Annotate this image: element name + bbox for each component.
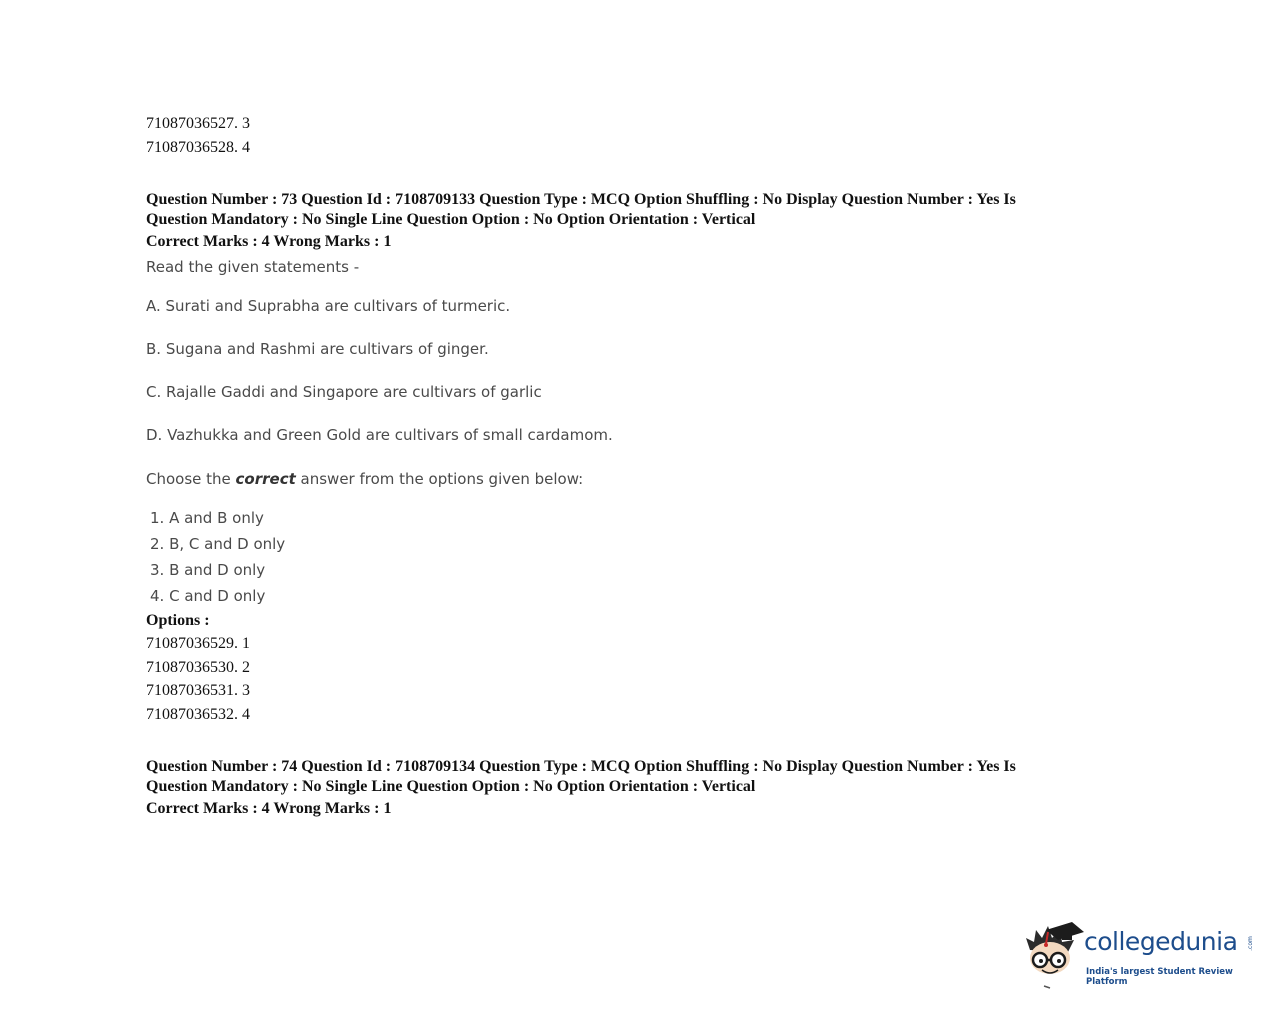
statement-b: B. Sugana and Rashmi are cultivars of ginger. xyxy=(146,339,489,358)
question-74 xyxy=(146,757,1146,821)
question-stem: Choose the correct answer from the options given below: xyxy=(146,469,584,488)
question-meta-line: Question Number : 73 Question Id : 7108709133 Question Type : MCQ Option Shuffling : No Display Question Number : Yes Is xyxy=(146,191,1016,208)
question-meta-line: Question Mandatory : No Single Line Question Option : No Option Orientation : Vertical xyxy=(146,778,756,796)
marks-line: Correct Marks : 4 Wrong Marks : 1 xyxy=(146,233,392,250)
question-meta-line: Question Number : 74 Question Id : 7108709134 Question Type : MCQ Option Shuffling : No Display Question Number : Yes Is xyxy=(146,758,1016,776)
collegedunia-logo xyxy=(1022,916,1258,992)
exam-page xyxy=(146,112,1146,821)
statement-c: C. Rajalle Gaddi and Singapore are cultivars of garlic xyxy=(146,383,542,402)
question-meta xyxy=(146,757,1106,797)
choice-item: 4. C and D only xyxy=(150,586,266,605)
prev-option: 71087036528. 4 xyxy=(146,138,250,156)
marks-line: Correct Marks : 4 Wrong Marks : 1 xyxy=(146,800,392,818)
choice-item: 1. A and B only xyxy=(150,508,264,527)
option-id: 71087036531. 3 xyxy=(146,682,250,700)
options-label: Options : xyxy=(146,611,210,629)
choice-item: 3. B and D only xyxy=(150,560,266,579)
question-meta xyxy=(146,190,1106,230)
statement-a: A. Surati and Suprabha are cultivars of turmeric. xyxy=(146,296,511,315)
prev-option: 71087036527. 3 xyxy=(146,115,250,132)
option-id: 71087036532. 4 xyxy=(146,705,250,723)
option-id: 71087036529. 1 xyxy=(146,635,250,653)
logo-wordmark: collegedunia xyxy=(1084,927,1238,956)
question-intro: Read the given statements - xyxy=(146,257,360,276)
mascot-icon xyxy=(1022,916,1084,992)
question-meta-line: Question Mandatory : No Single Line Question Option : No Option Orientation : Vertical xyxy=(146,211,756,228)
question-73 xyxy=(146,190,1146,726)
statement-d: D. Vazhukka and Green Gold are cultivars of small cardamom. xyxy=(146,426,613,445)
logo-suffix: .com xyxy=(1246,936,1254,951)
option-id: 71087036530. 2 xyxy=(146,658,250,676)
keyword-correct: correct xyxy=(235,469,296,488)
logo-tagline: India's largest Student Review Platform xyxy=(1086,967,1233,987)
choice-item: 2. B, C and D only xyxy=(150,534,286,553)
